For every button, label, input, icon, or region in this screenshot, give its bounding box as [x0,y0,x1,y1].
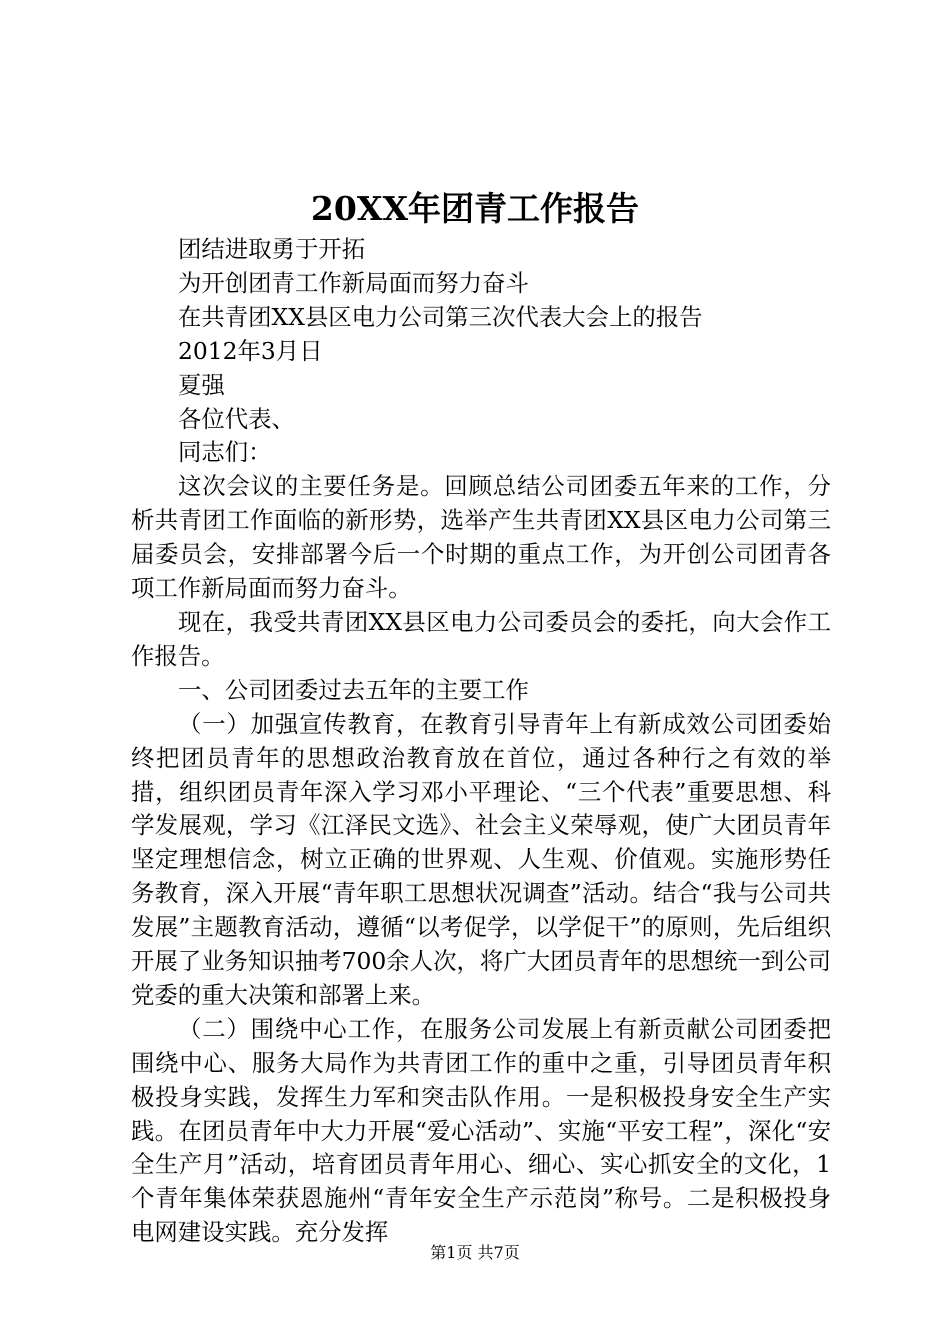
salutation-line-2: 同志们： [178,438,272,467]
page-number-footer: 第1页 共7页 [430,1243,520,1262]
paragraph-section-1-1: （一）加强宣传教育，在教育引导青年上有新成效公司团委始终把团员青年的思想政治教育放在首位，通过各种行之有效的举措，组织团员青年深入学习邓小平理论、“三个代表”重要思想、科学发展观，学习《江泽民文选》、社会主义荣辱观，使广大团员青年坚定理想信念，树立正确的世界观、人生观、价值观。实施形势任务教育，深入开展“青年职工思想状况调查”活动。结合“我与公司共发展”主题教育活动，遵循“以考促学，以学促干”的原则，先后组织开展了业务知识抽考700余人次，将广大团员青年的思想统一到公司党委的重大决策和部署上来。 [131,709,831,1009]
header-line-author: 夏强 [178,370,225,399]
header-line-subtitle: 为开创团青工作新局面而努力奋斗 [178,268,529,297]
paragraph-report-intro: 现在，我受共青团XX县区电力公司委员会的委托，向大会作工作报告。 [131,607,831,670]
section-heading-1: 一、公司团委过去五年的主要工作 [178,675,529,704]
header-line-occasion: 在共青团XX县区电力公司第三次代表大会上的报告 [178,302,703,331]
header-line-date: 2012年3月日 [178,336,323,365]
paragraph-section-1-2: （二）围绕中心工作，在服务公司发展上有新贡献公司团委把围绕中心、服务大局作为共青团工作的重中之重，引导团员青年积极投身实践，发挥生力军和突击队作用。一是积极投身安全生产实践。在团员青年中大力开展“爱心活动”、实施“平安工程”，深化“安全生产月”活动，培育团员青年用心、细心、实心抓安全的文化，1个青年集体荣获恩施州“青年安全生产示范岗”称号。二是积极投身电网建设实践。充分发挥 [131,1014,831,1247]
document-title: 20XX年团青工作报告 [310,189,640,228]
salutation-line-1: 各位代表、 [178,404,295,433]
document-body [131,233,831,1250]
header-line-slogan: 团结进取勇于开拓 [178,235,366,263]
paragraph-meeting-task: 这次会议的主要任务是。回顾总结公司团委五年来的工作，分析共青团工作面临的新形势，选举产生共青团XX县区电力公司第三届委员会，安排部署今后一个时期的重点工作，为开创公司团青各项工作新局面而努力奋斗。 [131,472,831,603]
